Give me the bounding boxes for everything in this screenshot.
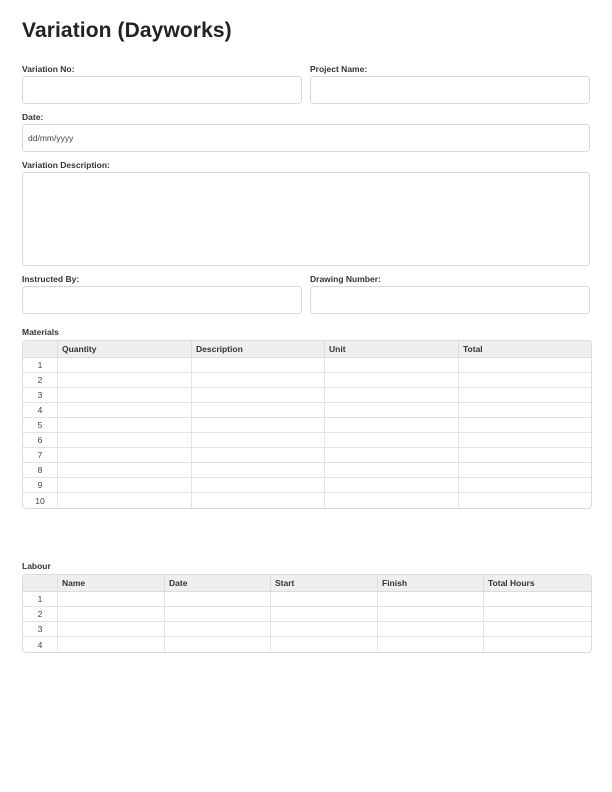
date-placeholder: dd/mm/yyyy [28,133,74,143]
description-cell[interactable] [191,493,324,508]
quantity-cell[interactable] [57,403,191,418]
labour-table [22,574,592,653]
table-row [23,418,591,433]
table-row [23,373,591,388]
quantity-cell[interactable] [57,478,191,493]
table-row [23,493,591,508]
total-cell[interactable] [458,493,591,508]
row-number: 5 [23,418,57,433]
finish-cell[interactable] [377,607,483,622]
table-row [23,478,591,493]
row-number: 3 [23,622,57,637]
total-cell[interactable] [458,433,591,448]
unit-cell[interactable] [324,403,458,418]
unit-cell[interactable] [324,448,458,463]
row-number: 1 [23,358,57,373]
name-cell[interactable] [57,592,164,607]
table-row [23,358,591,373]
total-cell[interactable] [458,478,591,493]
quantity-cell[interactable] [57,418,191,433]
total-hours-cell[interactable] [483,607,591,622]
date-cell[interactable] [164,592,270,607]
row-number: 2 [23,373,57,388]
labour-title: Labour [22,561,51,571]
variation-no-label: Variation No: [22,64,75,74]
table-row [23,622,591,637]
name-cell[interactable] [57,637,164,652]
unit-cell[interactable] [324,358,458,373]
date-cell[interactable] [164,607,270,622]
unit-cell[interactable] [324,463,458,478]
labour-col-finish: Finish [377,575,483,592]
quantity-cell[interactable] [57,448,191,463]
variation-description-label: Variation Description: [22,160,110,170]
row-number: 4 [37,639,43,650]
description-cell[interactable] [191,463,324,478]
materials-col-index [23,341,57,358]
finish-cell[interactable] [377,592,483,607]
row-number: 1 [23,592,57,607]
date-label: Date: [22,112,44,122]
quantity-cell[interactable] [57,463,191,478]
unit-cell[interactable] [324,373,458,388]
row-number: 9 [23,478,57,493]
total-hours-cell[interactable] [483,637,591,652]
materials-header-row [23,341,591,358]
table-row [23,592,591,607]
total-cell[interactable] [458,418,591,433]
materials-col-unit: Unit [324,341,458,358]
labour-col-name: Name [57,575,164,592]
materials-col-total: Total [458,341,591,358]
quantity-cell[interactable] [57,373,191,388]
total-cell[interactable] [458,373,591,388]
finish-cell[interactable] [377,637,483,652]
page-title: Variation (Dayworks) [22,19,232,42]
row-number: 2 [23,607,57,622]
quantity-cell[interactable] [57,493,191,508]
description-cell[interactable] [191,433,324,448]
labour-header-row [23,575,591,592]
project-name-label: Project Name: [310,64,368,74]
unit-cell[interactable] [324,418,458,433]
start-cell[interactable] [270,592,377,607]
description-cell[interactable] [191,388,324,403]
materials-col-description: Description [191,341,324,358]
table-row [23,448,591,463]
description-cell[interactable] [191,418,324,433]
table-row [23,403,591,418]
row-number: 3 [23,388,57,403]
start-cell[interactable] [270,637,377,652]
instructed-by-label: Instructed By: [22,274,80,284]
total-cell[interactable] [458,358,591,373]
table-row [23,388,591,403]
labour-col-start: Start [270,575,377,592]
finish-cell[interactable] [377,622,483,637]
row-number: 4 [23,403,57,418]
labour-col-index [23,575,57,592]
date-cell[interactable] [164,622,270,637]
table-row [23,463,591,478]
drawing-number-label: Drawing Number: [310,274,381,284]
labour-col-date: Date [164,575,270,592]
table-row [23,637,591,652]
table-row [23,433,591,448]
date-cell[interactable] [164,637,270,652]
unit-cell[interactable] [324,478,458,493]
total-cell[interactable] [458,403,591,418]
project-name-input[interactable] [310,76,590,104]
row-number: 7 [23,448,57,463]
description-cell[interactable] [191,448,324,463]
quantity-cell[interactable] [57,388,191,403]
labour-col-total-hours: Total Hours [483,575,591,592]
quantity-cell[interactable] [57,358,191,373]
start-cell[interactable] [270,622,377,637]
materials-col-quantity: Quantity [57,341,191,358]
total-cell[interactable] [458,463,591,478]
unit-cell[interactable] [324,433,458,448]
name-cell[interactable] [57,622,164,637]
description-cell[interactable] [191,358,324,373]
description-cell[interactable] [191,373,324,388]
variation-description-textarea[interactable] [22,172,590,266]
materials-table [22,340,592,509]
date-input[interactable] [22,124,590,152]
row-number: 10 [35,495,45,506]
total-hours-cell[interactable] [483,622,591,637]
total-cell[interactable] [458,448,591,463]
description-cell[interactable] [191,403,324,418]
start-cell[interactable] [270,607,377,622]
unit-cell[interactable] [324,493,458,508]
total-cell[interactable] [458,388,591,403]
instructed-by-input[interactable] [22,286,302,314]
quantity-cell[interactable] [57,433,191,448]
row-number: 8 [23,463,57,478]
materials-title: Materials [22,327,59,337]
table-row [23,607,591,622]
drawing-number-input[interactable] [310,286,590,314]
variation-no-input[interactable] [22,76,302,104]
unit-cell[interactable] [324,388,458,403]
name-cell[interactable] [57,607,164,622]
row-number: 6 [23,433,57,448]
description-cell[interactable] [191,478,324,493]
total-hours-cell[interactable] [483,592,591,607]
